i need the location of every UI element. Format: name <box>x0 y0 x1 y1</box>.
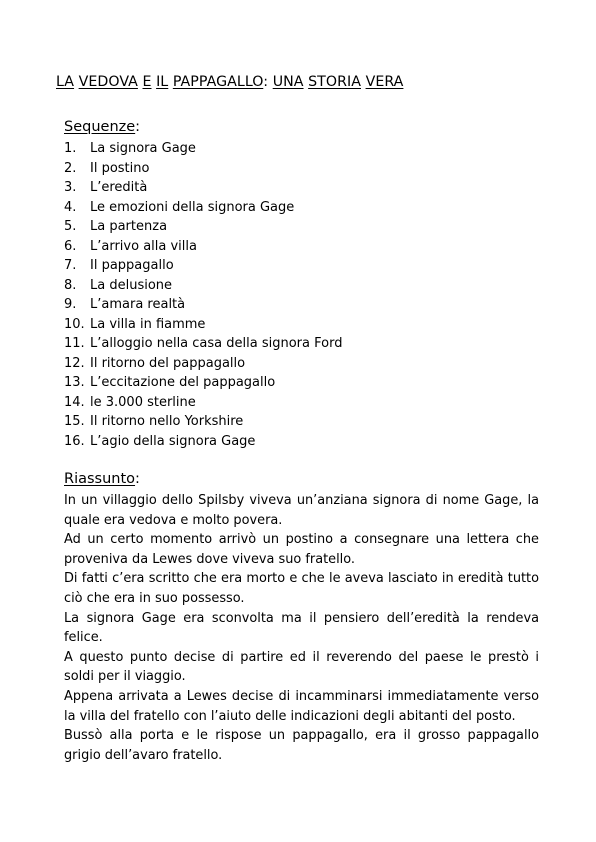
title-word: IL <box>156 74 169 90</box>
title-word: PAPPAGALLO <box>172 74 264 90</box>
summary-paragraph: Di fatti c’era scritto che era morto e che le aveva lasciato in eredità tutto ciò che era in suo possesso. <box>64 571 539 606</box>
list-item-number: 2. <box>64 160 77 176</box>
list-item <box>64 178 342 198</box>
summary-paragraph: A questo punto decise di partire ed il reverendo del paese le prestò i soldi per il viaggio. <box>64 649 539 685</box>
title-word: STORIA <box>308 74 361 90</box>
sequenze-heading-colon: : <box>135 119 141 135</box>
sequenze-list <box>64 139 342 451</box>
list-item <box>64 432 342 452</box>
list-item-text: L’eredità <box>90 180 148 195</box>
list-item-number: 3. <box>64 180 77 195</box>
list-item-number: 8. <box>64 277 77 293</box>
list-item-text: La partenza <box>90 219 168 234</box>
list-item-number: 12. <box>64 355 85 371</box>
summary-paragraph: Ad un certo momento arrivò un postino a consegnare una lettera che proveniva da Lewes dove viveva suo fratello. <box>64 532 539 567</box>
list-item-number: 7. <box>64 258 77 273</box>
summary-paragraph: Bussò alla porta e le rispose un pappagallo, era il grosso pappagallo grigio dell’avaro fratello. <box>64 728 539 763</box>
list-item-number: 13. <box>64 375 85 390</box>
list-item <box>64 295 342 315</box>
list-item-number: 15. <box>64 414 85 429</box>
list-item-text: La villa in fiamme <box>90 316 206 332</box>
list-item <box>64 198 342 218</box>
list-item-text: Il ritorno del pappagallo <box>90 355 246 371</box>
list-item-text: L’alloggio nella casa della signora Ford <box>90 336 343 351</box>
list-item-text: Il postino <box>90 160 150 176</box>
list-item-number: 4. <box>64 199 77 215</box>
list-item <box>64 139 342 159</box>
list-item-text: le 3.000 sterline <box>90 394 196 410</box>
list-item <box>64 276 342 296</box>
list-item-number: 1. <box>64 141 77 156</box>
riassunto-heading <box>64 471 140 487</box>
document-title <box>56 74 403 90</box>
list-item <box>64 354 342 374</box>
list-item-text: Le emozioni della signora Gage <box>90 199 295 215</box>
riassunto-body <box>64 491 539 765</box>
list-item <box>64 393 342 413</box>
title-word: LA <box>56 74 75 90</box>
title-word: VERA <box>365 74 404 90</box>
list-item-text: La delusione <box>90 277 173 293</box>
list-item <box>64 237 342 257</box>
list-item-text: Il pappagallo <box>90 258 174 273</box>
list-item <box>64 373 342 393</box>
summary-paragraph: La signora Gage era sconvolta ma il pensiero dell’eredità la rendeva felice. <box>64 610 539 646</box>
list-item <box>64 159 342 179</box>
list-item <box>64 334 342 354</box>
list-item-text: Il ritorno nello Yorkshire <box>90 414 244 429</box>
list-item-text: La signora Gage <box>90 141 196 156</box>
list-item <box>64 217 342 237</box>
riassunto-heading-text: Riassunto <box>64 471 136 487</box>
sequenze-heading <box>64 119 140 135</box>
list-item <box>64 315 342 335</box>
list-item-number: 10. <box>64 316 85 332</box>
list-item <box>64 412 342 432</box>
summary-paragraph: Appena arrivata a Lewes decise di incamminarsi immediatamente verso la villa del fratello con l’aiuto delle indicazioni degli abitanti del posto. <box>64 688 539 724</box>
title-word: E <box>142 74 152 90</box>
list-item <box>64 256 342 276</box>
list-item-number: 11. <box>64 336 85 351</box>
list-item-number: 16. <box>64 433 85 449</box>
summary-paragraph: In un villaggio dello Spilsby viveva un’anziana signora di nome Gage, la quale era vedova e molto povera. <box>64 493 539 528</box>
list-item-number: 14. <box>64 394 85 410</box>
sequenze-heading-text: Sequenze <box>64 119 136 135</box>
title-colon: : <box>263 74 269 90</box>
list-item-number: 5. <box>64 219 77 234</box>
list-item-text: L’eccitazione del pappagallo <box>90 375 276 390</box>
list-item-text: L’arrivo alla villa <box>90 238 197 254</box>
riassunto-heading-colon: : <box>135 471 140 487</box>
list-item-number: 9. <box>64 297 77 312</box>
list-item-text: L’agio della signora Gage <box>90 433 256 449</box>
list-item-text: L’amara realtà <box>90 297 186 312</box>
title-word: UNA <box>272 74 304 90</box>
list-item-number: 6. <box>64 238 77 254</box>
title-word: VEDOVA <box>78 74 138 90</box>
